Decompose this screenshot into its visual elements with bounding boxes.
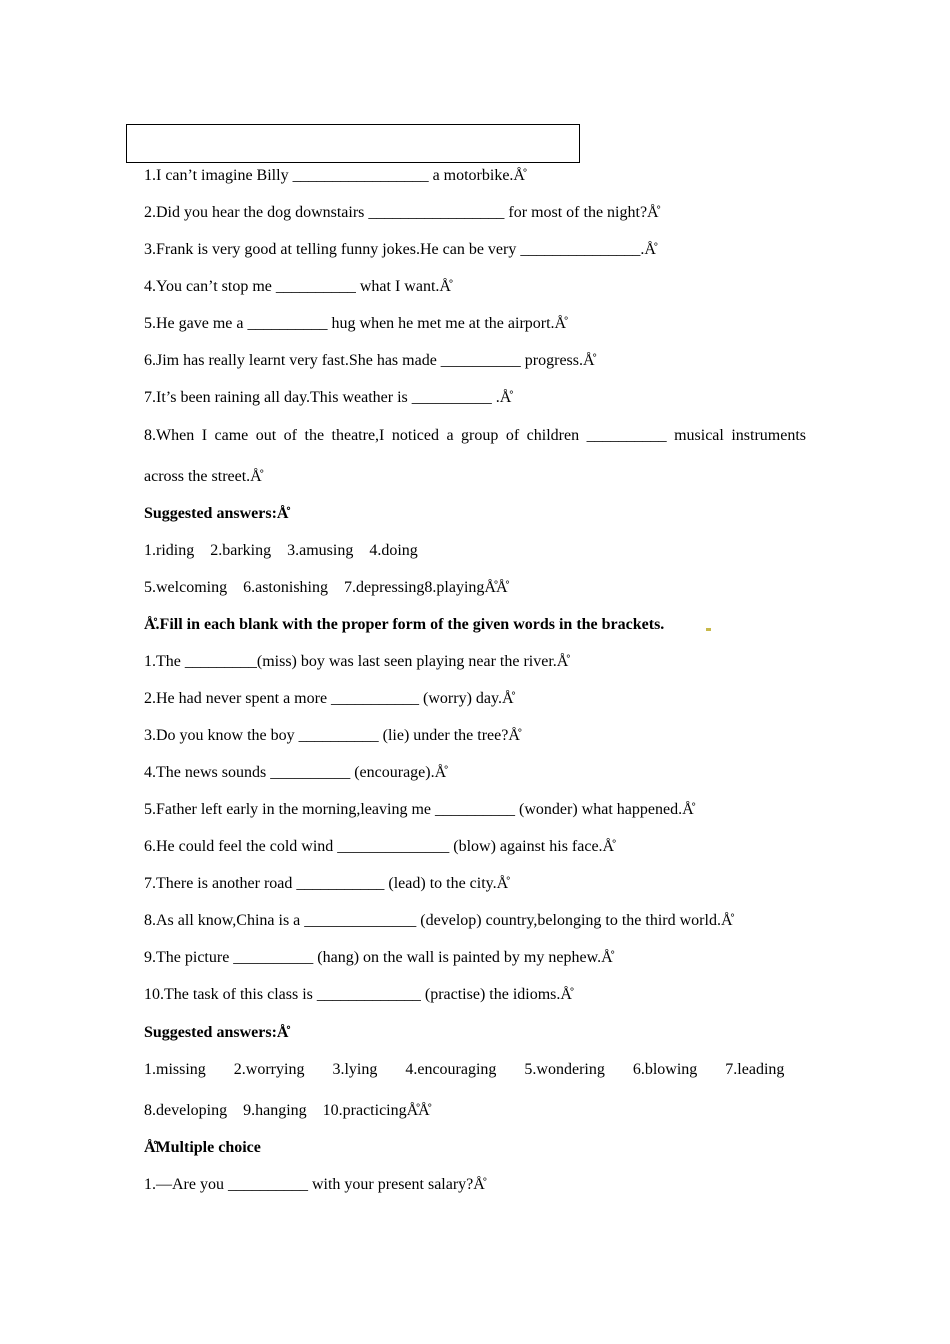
- question-s1-3: 3.Frank is very good at telling funny jokes.He can be very _______________.Å̊: [144, 241, 656, 258]
- question-s2-9: 9.The picture __________ (hang) on the wall is painted by my nephew.Å̊: [144, 949, 613, 966]
- section2-heading: Å̊.Fill in each blank with the proper form of the given words in the brackets.: [144, 616, 665, 633]
- question-s1-5: 5.He gave me a __________ hug when he met me at the airport.Å̊: [144, 315, 567, 332]
- answers-heading-s1: Suggested answers:Å̊: [144, 505, 289, 522]
- question-s2-4: 4.The news sounds __________ (encourage).Å̊: [144, 764, 447, 781]
- question-s2-5: 5.Father left early in the morning,leaving me __________ (wonder) what happened.Å̊: [144, 801, 694, 818]
- section3-heading: Å̊Multiple choice: [144, 1139, 261, 1156]
- question-s2-2: 2.He had never spent a more ___________ (worry) day.Å̊: [144, 690, 514, 707]
- answers-s1-line1: 1.riding 2.barking 3.amusing 4.doing: [144, 542, 418, 559]
- header-box: [126, 124, 580, 163]
- question-s1-8-continued: across the street.Å̊: [144, 468, 262, 485]
- answers-s2-line1: 1.missing 2.worrying 3.lying 4.encouraging 5.wondering 6.blowing 7.leading: [144, 1061, 785, 1078]
- answers-s1-line2: 5.welcoming 6.astonishing 7.depressing8.playingÅ̊Å̊: [144, 579, 508, 596]
- annotation-mark: [706, 628, 711, 631]
- question-s1-1: 1.I can’t imagine Billy _________________ a motorbike.Å̊: [144, 167, 525, 184]
- question-s2-7: 7.There is another road ___________ (lead) to the city.Å̊: [144, 875, 509, 892]
- question-s2-10: 10.The task of this class is _____________ (practise) the idioms.Å̊: [144, 986, 572, 1003]
- question-s1-7: 7.It’s been raining all day.This weather is __________ .Å̊: [144, 389, 512, 406]
- question-s1-4: 4.You can’t stop me __________ what I want.Å̊: [144, 278, 451, 295]
- answers-heading-s2: Suggested answers:Å̊: [144, 1024, 289, 1041]
- answers-s2-line2: 8.developing 9.hanging 10.practicingÅ̊Å̊: [144, 1102, 430, 1119]
- question-s1-6: 6.Jim has really learnt very fast.She has made __________ progress.Å̊: [144, 352, 595, 369]
- question-s1-8: 8.When I came out of the theatre,I noticed a group of children __________ musical instruments: [144, 427, 806, 444]
- question-s1-2: 2.Did you hear the dog downstairs _________________ for most of the night?Å̊: [144, 204, 659, 221]
- question-s2-1: 1.The _________(miss) boy was last seen playing near the river.Å̊: [144, 653, 569, 670]
- question-s2-6: 6.He could feel the cold wind ______________ (blow) against his face.Å̊: [144, 838, 615, 855]
- question-s2-8: 8.As all know,China is a ______________ (develop) country,belonging to the third world.Å̊: [144, 912, 733, 929]
- question-s2-3: 3.Do you know the boy __________ (lie) under the tree?Å̊: [144, 727, 520, 744]
- question-s3-1: 1.—Are you __________ with your present salary?Å̊: [144, 1176, 485, 1193]
